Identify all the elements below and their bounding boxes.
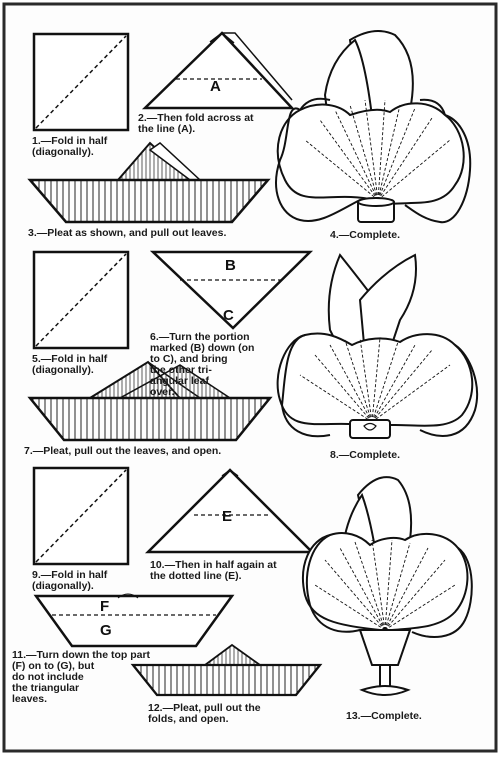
step-9-square [34, 468, 128, 564]
letter-g: G [100, 622, 112, 639]
caption-step-6: 6.—Turn the portion marked (B) down (on to C), and bring the other tri- angular leaf over. [150, 331, 255, 398]
caption-step-11: 11.—Turn down the top part (F) on to (G), but do not include the triangular leaves. [12, 649, 151, 705]
letter-c: C [223, 307, 234, 324]
caption-step-4: 4.—Complete. [330, 229, 401, 241]
caption-step-13: 13.—Complete. [346, 710, 422, 722]
caption-step-1: 1.—Fold in half (diagonally). [32, 135, 108, 158]
letter-e: E [222, 508, 233, 525]
step-5-square [34, 252, 128, 348]
letter-f: F [100, 598, 110, 615]
caption-step-10: 10.—Then in half again at the dotted line (E). [150, 559, 277, 582]
step-11-boat [36, 594, 232, 646]
caption-step-5: 5.—Fold in half (diagonally). [32, 353, 108, 376]
caption-step-3: 3.—Pleat as shown, and pull out leaves. [28, 227, 227, 239]
step-1-square [34, 34, 128, 130]
caption-step-9: 9.—Fold in half (diagonally). [32, 569, 108, 592]
caption-step-2: 2.—Then fold across at the line (A). [138, 112, 254, 135]
letter-a: A [210, 78, 221, 95]
caption-step-8: 8.—Complete. [330, 449, 401, 461]
letter-b: B [225, 257, 236, 274]
caption-step-7: 7.—Pleat, pull out the leaves, and open. [24, 445, 222, 457]
caption-step-12: 12.—Pleat, pull out the folds, and open. [148, 702, 261, 725]
